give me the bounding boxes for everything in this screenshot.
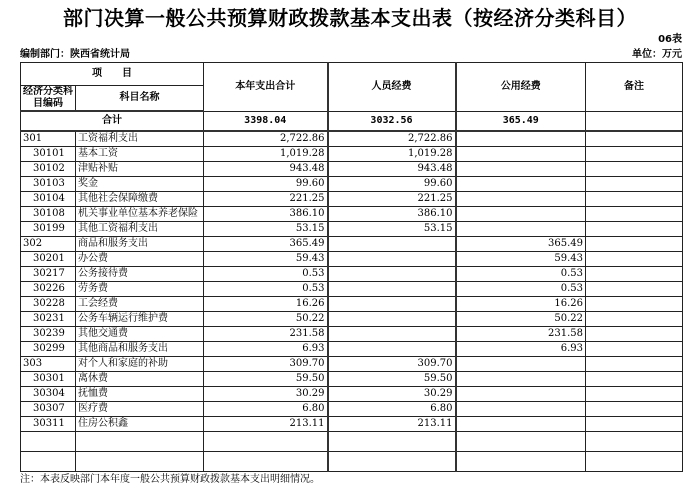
row-public <box>456 402 586 417</box>
row-personnel <box>328 312 456 327</box>
table-row <box>21 131 683 147</box>
row-code: 30104 <box>21 192 76 207</box>
row-remark <box>586 402 683 417</box>
row-personnel: 6.80 <box>328 402 456 417</box>
row-personnel <box>328 327 456 342</box>
row-public <box>456 131 586 147</box>
row-total: 231.58 <box>204 327 328 342</box>
row-public <box>456 222 586 237</box>
row-remark <box>586 177 683 192</box>
row-name: 劳务费 <box>76 282 204 297</box>
row-public <box>456 147 586 162</box>
row-public: 6.93 <box>456 342 586 357</box>
row-personnel: 53.15 <box>328 222 456 237</box>
row-name: 其他商品和服务支出 <box>76 342 204 357</box>
row-remark <box>586 192 683 207</box>
row-name: 基本工资 <box>76 147 204 162</box>
row-remark <box>586 357 683 372</box>
table-row <box>21 192 683 207</box>
row-code: 301 <box>21 131 76 147</box>
table-row <box>21 342 683 357</box>
row-personnel: 309.70 <box>328 357 456 372</box>
blank-cell <box>204 432 328 452</box>
department-label: 编制部门：陕西省统计局 <box>20 49 130 60</box>
row-personnel: 99.60 <box>328 177 456 192</box>
row-personnel <box>328 297 456 312</box>
row-personnel: 30.29 <box>328 387 456 402</box>
row-name: 公务车辆运行维护费 <box>76 312 204 327</box>
row-public <box>456 372 586 387</box>
row-public <box>456 207 586 222</box>
blank-row <box>21 452 683 472</box>
row-public <box>456 177 586 192</box>
table-row <box>21 252 683 267</box>
blank-cell <box>328 452 456 472</box>
row-total: 221.25 <box>204 192 328 207</box>
row-name: 商品和服务支出 <box>76 237 204 252</box>
row-total: 99.60 <box>204 177 328 192</box>
row-personnel: 221.25 <box>328 192 456 207</box>
row-public: 59.43 <box>456 252 586 267</box>
total-header: 本年支出合计 <box>204 63 328 112</box>
row-code: 30201 <box>21 252 76 267</box>
row-code: 30217 <box>21 267 76 282</box>
row-public <box>456 162 586 177</box>
row-personnel: 213.11 <box>328 417 456 432</box>
total-row-remark <box>586 111 683 131</box>
row-code: 303 <box>21 357 76 372</box>
row-personnel: 386.10 <box>328 207 456 222</box>
page-title: 部门决算一般公共预算财政拨款基本支出表（按经济分类科目） <box>63 6 637 30</box>
row-public: 0.53 <box>456 282 586 297</box>
row-name: 抚恤费 <box>76 387 204 402</box>
table-row <box>21 162 683 177</box>
row-code: 30228 <box>21 297 76 312</box>
table-row <box>21 147 683 162</box>
row-total: 0.53 <box>204 267 328 282</box>
row-remark <box>586 267 683 282</box>
project-header: 项 目 <box>21 63 204 86</box>
row-code: 30299 <box>21 342 76 357</box>
personnel-header: 人员经费 <box>328 63 456 112</box>
row-name: 对个人和家庭的补助 <box>76 357 204 372</box>
row-personnel: 59.50 <box>328 372 456 387</box>
table-row <box>21 372 683 387</box>
row-personnel <box>328 237 456 252</box>
blank-cell <box>456 432 586 452</box>
table-row <box>21 297 683 312</box>
table-row <box>21 327 683 342</box>
row-personnel <box>328 252 456 267</box>
table-row <box>21 267 683 282</box>
name-header: 科目名称 <box>76 86 204 112</box>
row-remark <box>586 342 683 357</box>
row-total: 16.26 <box>204 297 328 312</box>
row-total: 1,019.28 <box>204 147 328 162</box>
row-remark <box>586 387 683 402</box>
table-row <box>21 237 683 252</box>
table-row <box>21 177 683 192</box>
row-code: 30307 <box>21 402 76 417</box>
blank-cell <box>76 452 204 472</box>
blank-cell <box>21 432 76 452</box>
row-total: 53.15 <box>204 222 328 237</box>
row-name: 其他交通费 <box>76 327 204 342</box>
row-name: 办公费 <box>76 252 204 267</box>
row-total: 59.50 <box>204 372 328 387</box>
row-name: 其他工资福利支出 <box>76 222 204 237</box>
row-total: 6.80 <box>204 402 328 417</box>
row-total: 59.43 <box>204 252 328 267</box>
blank-row <box>21 432 683 452</box>
row-public: 0.53 <box>456 267 586 282</box>
table-row <box>21 207 683 222</box>
row-code: 30231 <box>21 312 76 327</box>
row-code: 30199 <box>21 222 76 237</box>
row-name: 公务接待费 <box>76 267 204 282</box>
row-name: 住房公积鑫 <box>76 417 204 432</box>
row-personnel: 1,019.28 <box>328 147 456 162</box>
row-total: 365.49 <box>204 237 328 252</box>
blank-cell <box>204 452 328 472</box>
row-code: 30108 <box>21 207 76 222</box>
row-total: 309.70 <box>204 357 328 372</box>
row-total: 50.22 <box>204 312 328 327</box>
total-row-public: 365.49 <box>456 111 586 131</box>
table-row <box>21 402 683 417</box>
row-personnel: 943.48 <box>328 162 456 177</box>
row-total: 6.93 <box>204 342 328 357</box>
table-row <box>21 282 683 297</box>
row-public: 231.58 <box>456 327 586 342</box>
row-remark <box>586 282 683 297</box>
row-public <box>456 357 586 372</box>
table-number: 06表 <box>658 34 682 45</box>
row-name: 机关事业单位基本养老保险 <box>76 207 204 222</box>
table-row <box>21 357 683 372</box>
row-code: 30311 <box>21 417 76 432</box>
row-remark <box>586 207 683 222</box>
row-total: 943.48 <box>204 162 328 177</box>
row-name: 离休费 <box>76 372 204 387</box>
blank-cell <box>328 432 456 452</box>
table-row <box>21 222 683 237</box>
row-code: 30304 <box>21 387 76 402</box>
code-header: 经济分类科目编码 <box>21 86 76 112</box>
total-row <box>21 111 683 131</box>
row-personnel: 2,722.86 <box>328 131 456 147</box>
row-code: 30239 <box>21 327 76 342</box>
total-row-label: 合计 <box>21 111 204 131</box>
blank-cell <box>456 452 586 472</box>
remark-header: 备注 <box>586 63 683 112</box>
row-remark <box>586 417 683 432</box>
row-remark <box>586 372 683 387</box>
row-remark <box>586 312 683 327</box>
row-total: 0.53 <box>204 282 328 297</box>
row-remark <box>586 297 683 312</box>
row-personnel <box>328 282 456 297</box>
total-row-personnel: 3032.56 <box>328 111 456 131</box>
blank-cell <box>21 452 76 472</box>
row-personnel <box>328 267 456 282</box>
row-remark <box>586 147 683 162</box>
blank-cell <box>586 452 683 472</box>
unit-label: 单位：万元 <box>632 49 682 60</box>
row-personnel <box>328 342 456 357</box>
blank-cell <box>586 432 683 452</box>
table-row <box>21 387 683 402</box>
row-name: 工会经费 <box>76 297 204 312</box>
header-row-1 <box>21 63 683 86</box>
row-remark <box>586 131 683 147</box>
row-remark <box>586 327 683 342</box>
row-code: 30226 <box>21 282 76 297</box>
table-row <box>21 312 683 327</box>
row-name: 津贴补贴 <box>76 162 204 177</box>
row-public <box>456 192 586 207</box>
row-public <box>456 417 586 432</box>
row-name: 奖金 <box>76 177 204 192</box>
footnote: 注：本表反映部门本年度一般公共预算财政拨款基本支出明细情况。 <box>20 474 320 485</box>
blank-cell <box>76 432 204 452</box>
total-row-total: 3398.04 <box>204 111 328 131</box>
row-remark <box>586 252 683 267</box>
row-remark <box>586 162 683 177</box>
row-public: 365.49 <box>456 237 586 252</box>
expenditure-table <box>20 62 683 472</box>
row-code: 302 <box>21 237 76 252</box>
row-name: 其他社会保障缴费 <box>76 192 204 207</box>
row-public: 16.26 <box>456 297 586 312</box>
table-row <box>21 417 683 432</box>
row-public <box>456 387 586 402</box>
row-code: 30102 <box>21 162 76 177</box>
row-total: 2,722.86 <box>204 131 328 147</box>
row-remark <box>586 237 683 252</box>
row-name: 工资福利支出 <box>76 131 204 147</box>
row-code: 30103 <box>21 177 76 192</box>
row-total: 30.29 <box>204 387 328 402</box>
row-remark <box>586 222 683 237</box>
row-code: 30301 <box>21 372 76 387</box>
row-total: 386.10 <box>204 207 328 222</box>
row-name: 医疗费 <box>76 402 204 417</box>
row-total: 213.11 <box>204 417 328 432</box>
public-header: 公用经费 <box>456 63 586 112</box>
row-public: 50.22 <box>456 312 586 327</box>
row-code: 30101 <box>21 147 76 162</box>
